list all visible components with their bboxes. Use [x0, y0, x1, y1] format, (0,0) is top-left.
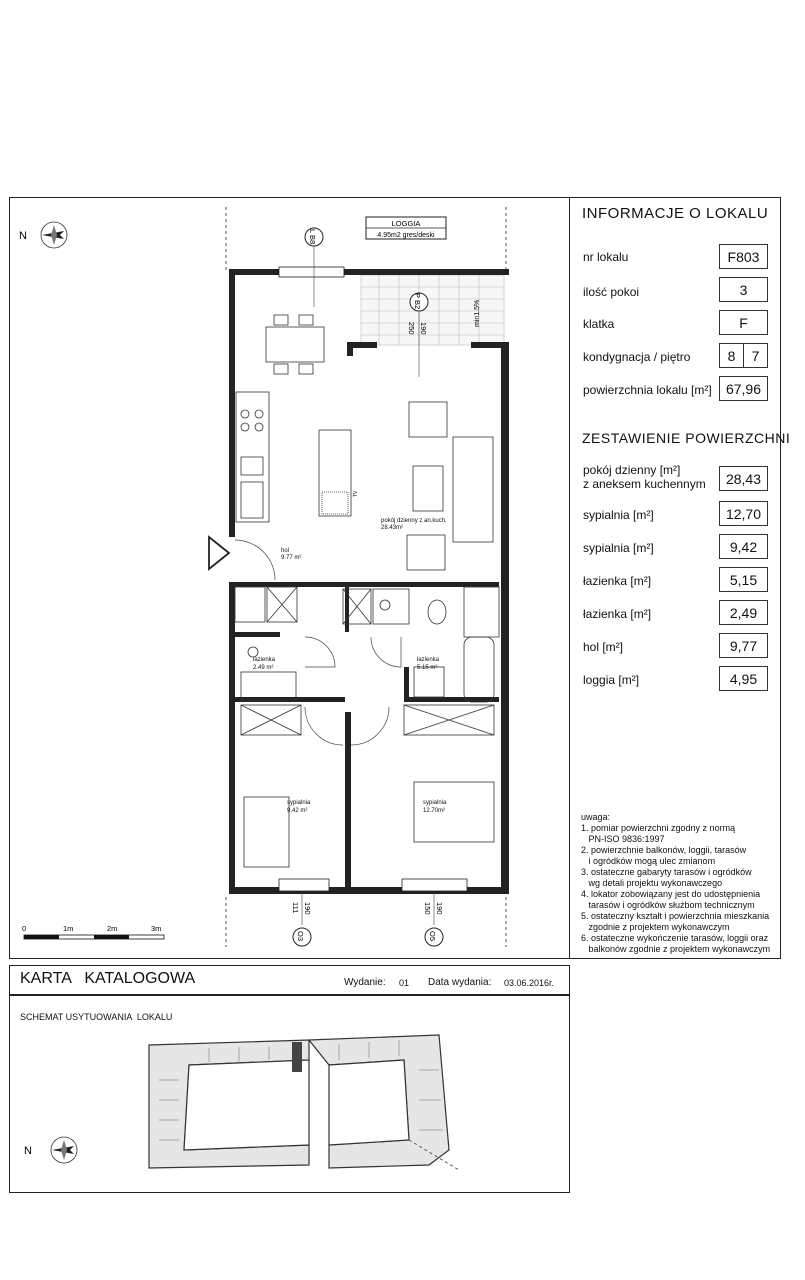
area-label-bath2: łazienka [m²]	[583, 607, 652, 621]
room-area: 28.43m²	[381, 525, 404, 531]
slope-label: min1.5%	[474, 299, 481, 327]
info-label-rooms: ilość pokoi	[583, 285, 640, 299]
info-label-area: powierzchnia lokalu [m²]	[583, 383, 712, 397]
scale-tick-label: 1m	[63, 924, 74, 933]
scale-tick-label: 3m	[151, 924, 162, 933]
loggia-box-text: 4.95m2 gres/deski	[377, 232, 435, 239]
date-value: 03.06.2016r.	[504, 978, 555, 988]
area-value-bath2: 2,49	[719, 600, 768, 625]
schema-title: SCHEMAT USYTUOWANIA LOKALU	[20, 1012, 173, 1022]
dimension-label: 190	[419, 322, 428, 335]
info-label-stair: klatka	[583, 317, 615, 331]
room-name: sypialnia	[287, 800, 311, 806]
room-area: 2.49 m²	[253, 665, 274, 671]
plan-tag: P B2	[413, 293, 422, 310]
area-value-living: 28,43	[719, 466, 768, 491]
footer-divider	[9, 994, 570, 996]
areas-title: ZESTAWIENIE POWIERZCHNI	[582, 430, 791, 446]
room-area: 9.77 m²	[281, 555, 302, 561]
info-value-stair: F	[719, 310, 768, 335]
note-item: 3. ostateczne gabaryty tarasów i ogródków wg detali projektu wykonawczego	[581, 867, 752, 888]
info-value-rooms: 3	[719, 277, 768, 302]
info-title: INFORMACJE O LOKALU	[582, 205, 769, 222]
notes-title: uwaga:	[581, 812, 611, 822]
info-label-floor: kondygnacja / piętro	[583, 350, 691, 364]
area-label-bath1: łazienka [m²]	[583, 574, 652, 588]
scale-tick-label: 0	[22, 924, 27, 933]
info-value-level: 8	[719, 343, 744, 368]
floor-plan	[9, 197, 570, 959]
area-label-living: pokój dzienny [m²] z aneksem kuchennym	[583, 463, 706, 491]
loggia-tiles	[361, 275, 504, 345]
dimension-label: 150	[423, 902, 432, 915]
note-item: 6. ostateczne wykończenie tarasów, loggii oraz balkonów zgodnie z projektem wykonawczym	[581, 933, 771, 954]
info-label-unit: nr lokalu	[583, 250, 629, 264]
compass-icon	[51, 1137, 77, 1163]
walls	[229, 269, 509, 894]
compass-icon	[41, 222, 67, 248]
area-value-loggia: 4,95	[719, 666, 768, 691]
area-label-bedroom2: sypialnia [m²]	[583, 541, 654, 555]
scale-tick-label: 2m	[107, 924, 118, 933]
room-name: pokój dzienny z an.kuch.	[381, 518, 447, 524]
room-name: sypialnia	[423, 800, 447, 806]
compass-letter: N	[19, 230, 27, 242]
footer-title: KARTA KATALOGOWA	[20, 970, 196, 987]
note-item: 5. ostateczny kształt i powierzchnia mieszkania zgodnie z projektem wykonawczym	[581, 911, 770, 932]
plan-tag: L B8	[308, 229, 317, 245]
room-name: łazienka	[417, 657, 440, 663]
tv-label: TV	[353, 490, 359, 497]
dimension-label: 111	[291, 902, 300, 914]
info-value-unit: F803	[719, 244, 768, 269]
room-name: łazienka	[253, 657, 276, 663]
scale-bar	[22, 924, 164, 939]
dimension-label: 190	[303, 902, 312, 915]
area-value-bedroom1: 12,70	[719, 501, 768, 526]
info-value-floor: 7	[743, 343, 768, 368]
room-area: 5.15 m²	[417, 665, 438, 671]
info-value-area: 67,96	[719, 376, 768, 401]
area-label-bedroom1: sypialnia [m²]	[583, 508, 654, 522]
plan-tag: O5	[428, 931, 437, 942]
compass-letter: N	[24, 1145, 32, 1157]
area-value-hall: 9,77	[719, 633, 768, 658]
room-area: 12.70m²	[423, 808, 446, 814]
area-value-bedroom2: 9,42	[719, 534, 768, 559]
note-item: 1. pomiar powierzchni zgodny z normą PN-ISO 9836:1997	[581, 823, 736, 844]
room-name: hol	[281, 548, 290, 554]
loggia-box-title: LOGGIA	[391, 219, 421, 228]
date-label: Data wydania:	[428, 977, 492, 988]
note-item: 2. powierzchnie balkonów, loggii, tarasów i ogródków mogą ulec zmianom	[581, 845, 747, 866]
room-area: 9.42 m²	[287, 808, 308, 814]
edition-value: 01	[399, 978, 410, 988]
plan-tag: O3	[296, 931, 305, 942]
area-label-hall: hol [m²]	[583, 640, 624, 654]
area-value-bath1: 5,15	[719, 567, 768, 592]
site-schema	[9, 1020, 570, 1190]
dimension-label: 190	[435, 902, 444, 915]
area-label-loggia: loggia [m²]	[583, 673, 640, 687]
kitchen	[236, 392, 351, 522]
edition-label: Wydanie:	[344, 977, 386, 988]
dimension-label: 250	[407, 322, 416, 335]
note-item: 4. lokator zobowiązany jest do udostępnienia tarasów i ogródków służbom technicznym	[581, 889, 761, 910]
